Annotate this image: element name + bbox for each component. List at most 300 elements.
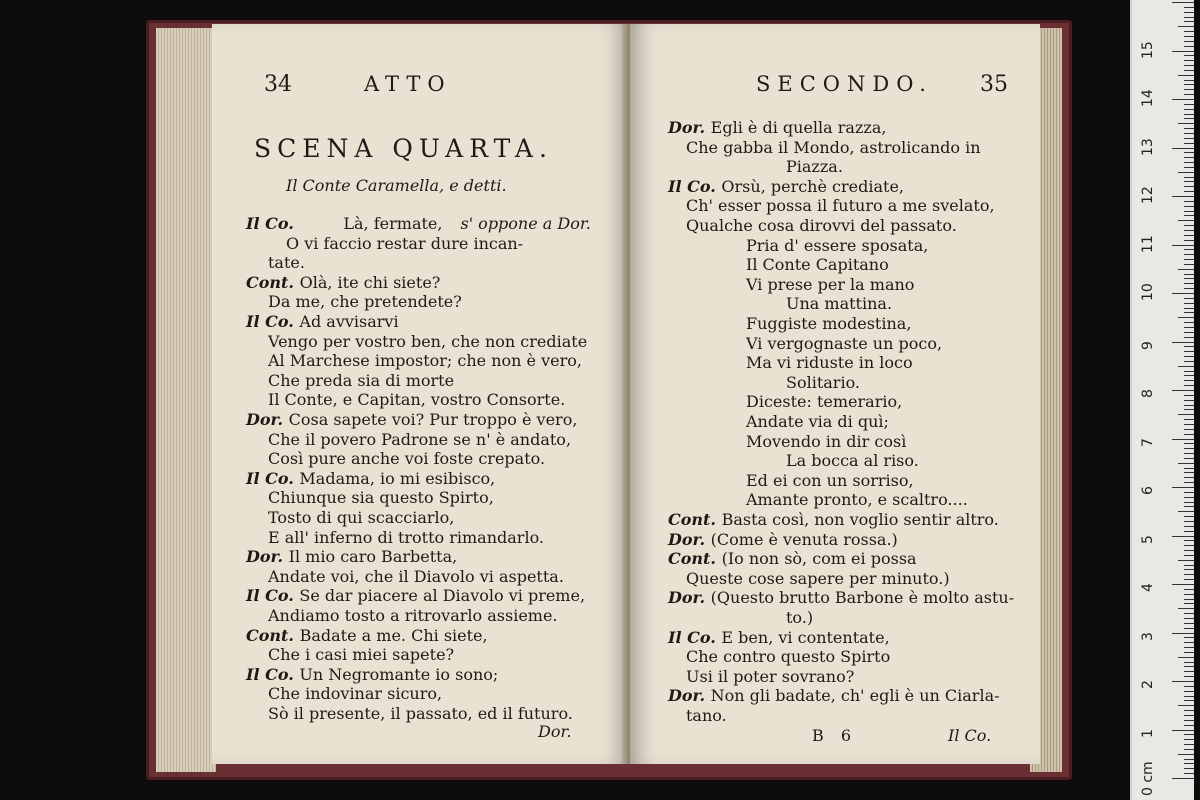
ruler-tick xyxy=(1184,322,1194,323)
ruler-number: 9 xyxy=(1140,340,1156,350)
verse-text: Se dar piacere al Diavolo vi preme, xyxy=(299,586,586,606)
verse-text: Una mattina. xyxy=(786,294,893,314)
text-line xyxy=(686,216,957,235)
ruler-tick xyxy=(1172,245,1194,246)
ruler-tick xyxy=(1184,637,1194,638)
ruler-tick xyxy=(1184,502,1194,503)
ruler-tick xyxy=(1184,739,1194,740)
verse-text: Ma vi riduste in loco xyxy=(746,353,913,373)
ruler-tick xyxy=(1184,177,1194,178)
ruler-tick xyxy=(1184,628,1194,629)
ruler-tick xyxy=(1184,230,1194,231)
ruler-tick xyxy=(1184,327,1194,328)
ruler-tick xyxy=(1184,710,1194,711)
verse-text: Solitario. xyxy=(786,372,860,392)
ruler-tick xyxy=(1184,254,1194,255)
ruler-tick xyxy=(1184,763,1194,764)
ruler-number: 5 xyxy=(1140,534,1156,544)
text-line xyxy=(668,118,886,137)
ruler-tick xyxy=(1184,346,1194,347)
verse-text: Andate voi, che il Diavolo vi aspetta. xyxy=(268,566,564,586)
ruler-tick xyxy=(1184,288,1194,289)
ruler-tick xyxy=(1184,521,1194,522)
ruler-number: 12 xyxy=(1140,186,1156,204)
ruler-tick xyxy=(1178,657,1194,658)
ruler-tick xyxy=(1184,424,1194,425)
speaker-label: Dor. xyxy=(668,529,711,549)
text-line xyxy=(268,371,454,390)
verse-text: Andate via di quì; xyxy=(746,412,889,431)
verse-text: Basta così, non voglio sentir altro. xyxy=(721,510,999,529)
verse-text: (Io non sò, com ei possa xyxy=(721,549,917,569)
speaker-label: Il Co. xyxy=(668,176,722,196)
ruler-tick xyxy=(1184,65,1194,66)
text-line xyxy=(246,273,440,292)
ruler-tick xyxy=(1172,293,1194,294)
text-line xyxy=(746,412,889,431)
ruler-tick xyxy=(1178,705,1194,706)
ruler-tick xyxy=(1184,337,1194,338)
ruler-tick xyxy=(1184,569,1194,570)
ruler-number: 4 xyxy=(1140,583,1156,592)
verse-text: Queste cose sapere per minuto.) xyxy=(686,568,950,588)
verse-text: tano. xyxy=(686,706,727,725)
speaker-label: Il Co. xyxy=(246,214,300,233)
ruler-tick xyxy=(1184,240,1194,241)
ruler-tick xyxy=(1184,623,1194,624)
text-line xyxy=(668,530,898,549)
verse-text: Il Conte, e Capitan, vostro Consorte. xyxy=(268,390,566,410)
verse-text: Movendo in dir così xyxy=(746,431,907,451)
text-line xyxy=(746,255,889,274)
text-line xyxy=(686,569,950,588)
ruler-tick xyxy=(1184,351,1194,352)
speaker-label: Cont. xyxy=(668,510,722,529)
ruler-tick xyxy=(1184,434,1194,435)
ruler-tick xyxy=(1184,400,1194,401)
ruler-tick xyxy=(1184,574,1194,575)
ruler-tick xyxy=(1184,720,1194,721)
ruler-number: 14 xyxy=(1140,89,1156,107)
ruler-tick xyxy=(1184,618,1194,619)
text-line xyxy=(268,606,558,625)
ruler-tick xyxy=(1184,448,1194,449)
verse-text: Il Conte Capitano xyxy=(746,255,889,275)
ruler-tick xyxy=(1184,235,1194,236)
text-line xyxy=(268,351,582,370)
ruler-tick xyxy=(1172,536,1194,537)
verse-text: Ch' esser possa il futuro a me svelato, xyxy=(686,196,995,216)
ruler-tick xyxy=(1184,768,1194,769)
verse-text: Tosto di qui scacciarlo, xyxy=(268,508,455,527)
ruler-tick xyxy=(1184,283,1194,284)
ruler-tick xyxy=(1184,332,1194,333)
scene-title: SCENA QUARTA. xyxy=(254,134,553,163)
left-page-number: 34 xyxy=(264,72,292,97)
text-line xyxy=(746,432,906,451)
text-line xyxy=(686,138,981,157)
verse-text: Vi prese per la mano xyxy=(746,274,915,294)
verse-text: Cosa sapete voi? Pur troppo è vero, xyxy=(288,410,578,429)
ruler-tick xyxy=(1184,686,1194,687)
left-page xyxy=(212,24,628,764)
ruler-tick xyxy=(1178,75,1194,76)
verse-text: Da me, che pretendete? xyxy=(268,292,462,312)
ruler-tick xyxy=(1184,666,1194,667)
ruler-tick xyxy=(1184,264,1194,265)
ruler-tick xyxy=(1184,31,1194,32)
verse-text: Che indovinar sicuro, xyxy=(268,684,443,704)
verse-text: tate. xyxy=(268,253,305,273)
ruler-tick xyxy=(1184,589,1194,590)
ruler-tick xyxy=(1184,700,1194,701)
ruler-tick xyxy=(1172,99,1194,100)
verse-text: Che i casi miei sapete? xyxy=(268,645,455,665)
ruler-tick xyxy=(1184,138,1194,139)
text-line xyxy=(686,706,727,725)
text-line xyxy=(268,234,523,253)
verse-text: Ed ei con un sorriso, xyxy=(746,470,914,490)
ruler-tick xyxy=(1184,46,1194,47)
ruler-tick xyxy=(1184,472,1194,473)
ruler-number: 1 xyxy=(1140,728,1156,738)
verse-text: Vengo per vostro ben, che non crediate xyxy=(268,331,588,351)
ruler-tick xyxy=(1184,152,1194,153)
ruler-tick xyxy=(1184,157,1194,158)
ruler-tick xyxy=(1184,482,1194,483)
ruler-tick xyxy=(1184,744,1194,745)
ruler-tick xyxy=(1172,342,1194,343)
verse-text: Chiunque sia questo Spirto, xyxy=(268,488,494,508)
text-line xyxy=(786,294,892,313)
verse-text: Diceste: temerario, xyxy=(746,392,903,412)
ruler-tick xyxy=(1184,312,1194,313)
verse-text: Olà, ite chi siete? xyxy=(299,272,441,292)
ruler-tick xyxy=(1178,511,1194,512)
verse-text: Orsù, perchè crediate, xyxy=(721,176,904,196)
verse-text: Madama, io mi esibisco, xyxy=(299,468,496,488)
ruler-tick xyxy=(1184,603,1194,604)
text-line xyxy=(686,647,890,666)
ruler-tick xyxy=(1184,225,1194,226)
verse-text: E ben, vi contentate, xyxy=(721,627,890,647)
ruler-tick xyxy=(1184,759,1194,760)
text-line xyxy=(668,510,999,529)
text-line xyxy=(786,157,843,176)
verse-text: E all' inferno di trotto rimandarlo. xyxy=(268,527,545,547)
scene-characters: Il Conte Caramella, e detti. xyxy=(286,176,507,195)
verse-text: Che preda sia di morte xyxy=(268,370,455,390)
verse-text: Così pure anche voi foste crepato. xyxy=(268,449,546,469)
ruler-tick xyxy=(1184,696,1194,697)
text-line xyxy=(746,314,911,333)
text-line xyxy=(668,588,1014,607)
text-line xyxy=(746,353,913,372)
verse-text: Che contro questo Spirto xyxy=(686,647,891,667)
text-line xyxy=(268,488,494,507)
ruler-tick xyxy=(1184,167,1194,168)
ruler-tick xyxy=(1184,36,1194,37)
ruler-tick xyxy=(1184,215,1194,216)
verse-text: (Come è venuta rossa.) xyxy=(710,529,898,549)
ruler-tick xyxy=(1178,463,1194,464)
ruler-number: 11 xyxy=(1140,234,1156,253)
ruler-tick xyxy=(1184,526,1194,527)
text-line xyxy=(668,177,904,196)
ruler-tick xyxy=(1184,274,1194,275)
ruler-tick xyxy=(1184,734,1194,735)
ruler-tick xyxy=(1184,715,1194,716)
text-line xyxy=(268,567,564,586)
ruler-tick xyxy=(1184,443,1194,444)
text-line xyxy=(246,410,577,429)
speaker-label: Il Co. xyxy=(668,627,722,647)
ruler-tick xyxy=(1172,633,1194,634)
text-line xyxy=(268,430,571,449)
ruler-tick xyxy=(1184,725,1194,726)
text-line xyxy=(668,686,1000,705)
ruler-number: 13 xyxy=(1140,137,1156,156)
text-line xyxy=(746,490,968,509)
text-line xyxy=(246,547,457,566)
ruler-tick xyxy=(1184,109,1194,110)
ruler-tick xyxy=(1178,414,1194,415)
right-page xyxy=(630,24,1040,764)
ruler-tick xyxy=(1178,317,1194,318)
verse-text: Andiamo tosto a ritrovarlo assieme. xyxy=(268,606,558,625)
text-line xyxy=(786,608,813,627)
verse-text: Vi vergognaste un poco, xyxy=(746,333,943,353)
ruler-tick xyxy=(1184,458,1194,459)
ruler-tick xyxy=(1184,565,1194,566)
text-line xyxy=(686,196,995,215)
ruler-tick xyxy=(1184,249,1194,250)
ruler-number: 2 xyxy=(1140,680,1156,689)
ruler-tick xyxy=(1184,201,1194,202)
verse-text: La bocca al riso. xyxy=(786,451,919,471)
ruler-tick xyxy=(1178,26,1194,27)
ruler-tick xyxy=(1178,366,1194,367)
ruler-tick xyxy=(1172,390,1194,391)
ruler-tick xyxy=(1172,2,1194,3)
ruler-tick xyxy=(1184,642,1194,643)
ruler-tick xyxy=(1184,17,1194,18)
text-line xyxy=(268,528,544,547)
ruler-tick xyxy=(1178,220,1194,221)
text-line xyxy=(746,392,902,411)
ruler-tick xyxy=(1184,468,1194,469)
verse-text: Egli è di quella razza, xyxy=(710,118,887,137)
ruler-tick xyxy=(1178,754,1194,755)
ruler-tick xyxy=(1184,492,1194,493)
ruler-tick xyxy=(1184,361,1194,362)
text-line xyxy=(268,704,573,723)
ruler-tick xyxy=(1184,104,1194,105)
ruler-tick xyxy=(1184,55,1194,56)
verse-text: Il mio caro Barbetta, xyxy=(288,547,458,567)
ruler-tick xyxy=(1184,676,1194,677)
right-page-number: 35 xyxy=(980,72,1008,97)
ruler-tick xyxy=(1184,652,1194,653)
ruler-tick xyxy=(1184,80,1194,81)
ruler-tick xyxy=(1184,298,1194,299)
verse-text: Non gli badate, ch' egli è un Ciarla- xyxy=(710,686,1000,706)
ruler-number: 8 xyxy=(1140,389,1156,398)
text-line xyxy=(268,253,305,272)
verse-text: Fuggiste modestina, xyxy=(746,314,912,333)
right-running-head: SECONDO. xyxy=(756,72,933,96)
ruler-tick xyxy=(1172,681,1194,682)
text-line xyxy=(268,645,454,664)
ruler-tick xyxy=(1184,128,1194,129)
ruler-tick xyxy=(1184,477,1194,478)
verse-text: Là, fermate, xyxy=(343,214,443,233)
ruler-tick xyxy=(1184,594,1194,595)
verse-text: Sò il presente, il passato, ed il futuro. xyxy=(268,704,573,723)
text-line xyxy=(268,292,462,311)
ruler-tick xyxy=(1184,599,1194,600)
text-line xyxy=(746,334,942,353)
ruler-tick xyxy=(1184,773,1194,774)
ruler-tick xyxy=(1184,555,1194,556)
speaker-label: Cont. xyxy=(246,272,300,292)
ruler-tick xyxy=(1172,487,1194,488)
ruler-tick xyxy=(1184,308,1194,309)
left-catchword: Dor. xyxy=(538,722,572,741)
text-line xyxy=(268,684,442,703)
ruler-tick xyxy=(1184,671,1194,672)
ruler-number: 15 xyxy=(1140,40,1156,59)
measuring-ruler xyxy=(1130,0,1194,800)
ruler-tick xyxy=(1172,778,1194,779)
ruler-tick xyxy=(1184,409,1194,410)
text-line xyxy=(746,275,914,294)
verse-text: to.) xyxy=(786,608,814,627)
verse-text: Qualche cosa dirovvi del passato. xyxy=(686,216,957,235)
ruler-tick xyxy=(1172,148,1194,149)
speaker-label: Il Co. xyxy=(246,586,300,606)
page-edges-left xyxy=(156,28,216,772)
ruler-tick xyxy=(1184,647,1194,648)
text-line xyxy=(246,626,488,645)
ruler-unit: 0 cm xyxy=(1140,761,1156,796)
text-line xyxy=(268,449,545,468)
speaker-label: Dor. xyxy=(246,547,289,567)
ruler-tick xyxy=(1184,89,1194,90)
verse-text: Usi il poter sovrano? xyxy=(686,666,855,686)
stage-direction: s' oppone a Dor. xyxy=(460,214,591,233)
ruler-tick xyxy=(1184,540,1194,541)
ruler-tick xyxy=(1178,560,1194,561)
ruler-tick xyxy=(1184,60,1194,61)
speaker-label: Dor. xyxy=(668,588,711,608)
ruler-tick xyxy=(1184,211,1194,212)
ruler-tick xyxy=(1184,375,1194,376)
ruler-tick xyxy=(1184,395,1194,396)
text-line xyxy=(268,390,565,409)
ruler-tick xyxy=(1184,181,1194,182)
ruler-tick xyxy=(1172,51,1194,52)
ruler-number: 3 xyxy=(1140,631,1156,641)
ruler-tick xyxy=(1184,579,1194,580)
ruler-tick xyxy=(1184,545,1194,546)
ruler-tick xyxy=(1184,114,1194,115)
ruler-number: 7 xyxy=(1140,437,1156,447)
verse-text: Badate a me. Chi siete, xyxy=(299,625,488,645)
ruler-tick xyxy=(1184,21,1194,22)
ruler-tick xyxy=(1184,371,1194,372)
ruler-tick xyxy=(1184,186,1194,187)
text-line xyxy=(786,373,860,392)
ruler-tick xyxy=(1184,12,1194,13)
ruler-tick xyxy=(1178,269,1194,270)
verse-text: Che gabba il Mondo, astrolicando in xyxy=(686,137,981,157)
verse-text: Al Marchese impostor; che non è vero, xyxy=(268,351,582,371)
ruler-tick xyxy=(1184,133,1194,134)
speaker-label: Dor. xyxy=(668,118,711,137)
ruler-tick xyxy=(1184,143,1194,144)
ruler-tick xyxy=(1184,429,1194,430)
speaker-label: Il Co. xyxy=(246,312,300,331)
text-line xyxy=(246,665,498,684)
verse-text: Pria d' essere sposata, xyxy=(746,235,929,255)
ruler-tick xyxy=(1178,608,1194,609)
ruler-tick xyxy=(1172,196,1194,197)
text-line xyxy=(668,628,890,647)
ruler-tick xyxy=(1184,7,1194,8)
ruler-tick xyxy=(1184,118,1194,119)
speaker-label: Dor. xyxy=(668,686,711,706)
ruler-tick xyxy=(1172,584,1194,585)
ruler-tick xyxy=(1178,123,1194,124)
ruler-tick xyxy=(1184,278,1194,279)
verse-text: Amante pronto, e scaltro.... xyxy=(746,490,968,510)
text-line xyxy=(668,549,917,568)
ruler-tick xyxy=(1184,613,1194,614)
verse-text: Ad avvisarvi xyxy=(299,312,399,331)
ruler-number: 6 xyxy=(1140,486,1156,495)
ruler-tick xyxy=(1184,691,1194,692)
text-line xyxy=(786,451,919,470)
speaker-label: Il Co. xyxy=(246,468,300,488)
ruler-tick xyxy=(1184,506,1194,507)
verse-text: Un Negromante io sono; xyxy=(299,664,499,684)
left-running-head: ATTO xyxy=(364,72,452,96)
ruler-tick xyxy=(1184,516,1194,517)
ruler-tick xyxy=(1184,749,1194,750)
right-catchword: Il Co. xyxy=(948,726,992,745)
ruler-tick xyxy=(1172,439,1194,440)
ruler-tick xyxy=(1184,70,1194,71)
ruler-tick xyxy=(1184,303,1194,304)
verse-text: Che il povero Padrone se n' è andato, xyxy=(268,429,572,449)
ruler-tick xyxy=(1172,730,1194,731)
ruler-tick xyxy=(1184,550,1194,551)
ruler-tick xyxy=(1184,162,1194,163)
ruler-tick xyxy=(1184,84,1194,85)
text-line xyxy=(246,214,591,233)
signature-mark: B 6 xyxy=(812,726,858,745)
text-line xyxy=(246,469,495,488)
verse-text: Piazza. xyxy=(786,157,843,177)
ruler-tick xyxy=(1184,419,1194,420)
text-line xyxy=(246,586,585,605)
ruler-tick xyxy=(1184,380,1194,381)
ruler-number: 10 xyxy=(1140,283,1156,301)
ruler-tick xyxy=(1184,191,1194,192)
verse-text: O vi faccio restar dure incan- xyxy=(286,233,524,253)
ruler-tick xyxy=(1184,94,1194,95)
